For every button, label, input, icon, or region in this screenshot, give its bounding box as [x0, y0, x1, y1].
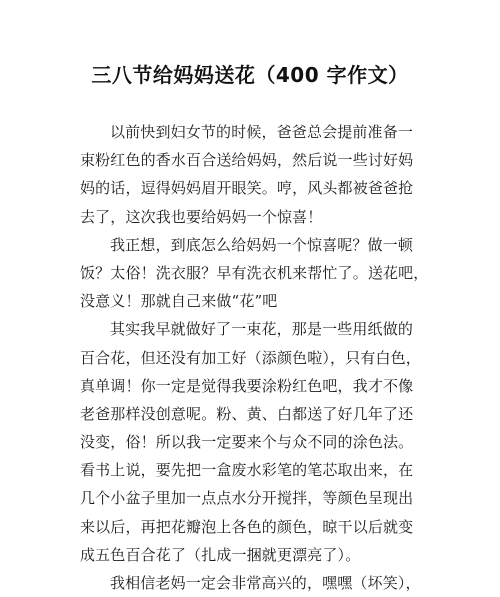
- text-line: 百合花，但还没有加工好（添颜色啦），只有白色，: [80, 348, 421, 367]
- text-line: 看书上说，要先把一盒废水彩笔的笔芯取出来，在: [80, 461, 414, 480]
- text-line: 束粉红色的香水百合送给妈妈，然后说一些讨好妈: [80, 151, 414, 170]
- text-line: 其实我早就做好了一束花，那是一些用纸做的: [110, 320, 414, 339]
- text-line: 我相信老妈一定会非常高兴的，嘿嘿（坏笑），: [110, 574, 421, 592]
- text-line: 成五色百合花了（扎成一捆就更漂亮了）。: [80, 545, 361, 564]
- text-line: 老爸那样没创意呢。粉、黄、白都送了好几年了还: [80, 404, 414, 423]
- text-line: 没意义！那就自己来做“花”吧: [80, 292, 278, 311]
- text-line: 来以后，再把花瓣泡上各色的颜色，晾干以后就变: [80, 517, 414, 536]
- text-line: 妈的话，逗得妈妈眉开眼笑。哼，风头都被爸爸抢: [80, 179, 414, 198]
- text-line: 没变，俗！所以我一定要来个与众不同的涂色法。: [80, 433, 414, 452]
- document-title: 三八节给妈妈送花（400 字作文）: [91, 63, 409, 87]
- text-line: 以前快到妇女节的时候，爸爸总会提前准备一: [110, 123, 414, 141]
- text-line: 几个小盆子里加一点点水分开搅拌，等颜色呈现出: [80, 489, 414, 508]
- text-line: 我正想，到底怎么给妈妈一个惊喜呢？做一顿: [110, 235, 414, 254]
- text-line: 饭？太俗！洗衣服？早有洗衣机来帮忙了。送花吧，: [80, 263, 429, 282]
- text-line: 真单调！你一定是觉得我要涂粉红色吧，我才不像: [80, 376, 414, 395]
- essay-body: [80, 118, 429, 597]
- text-line: 去了，这次我也要给妈妈一个惊喜！: [80, 207, 323, 226]
